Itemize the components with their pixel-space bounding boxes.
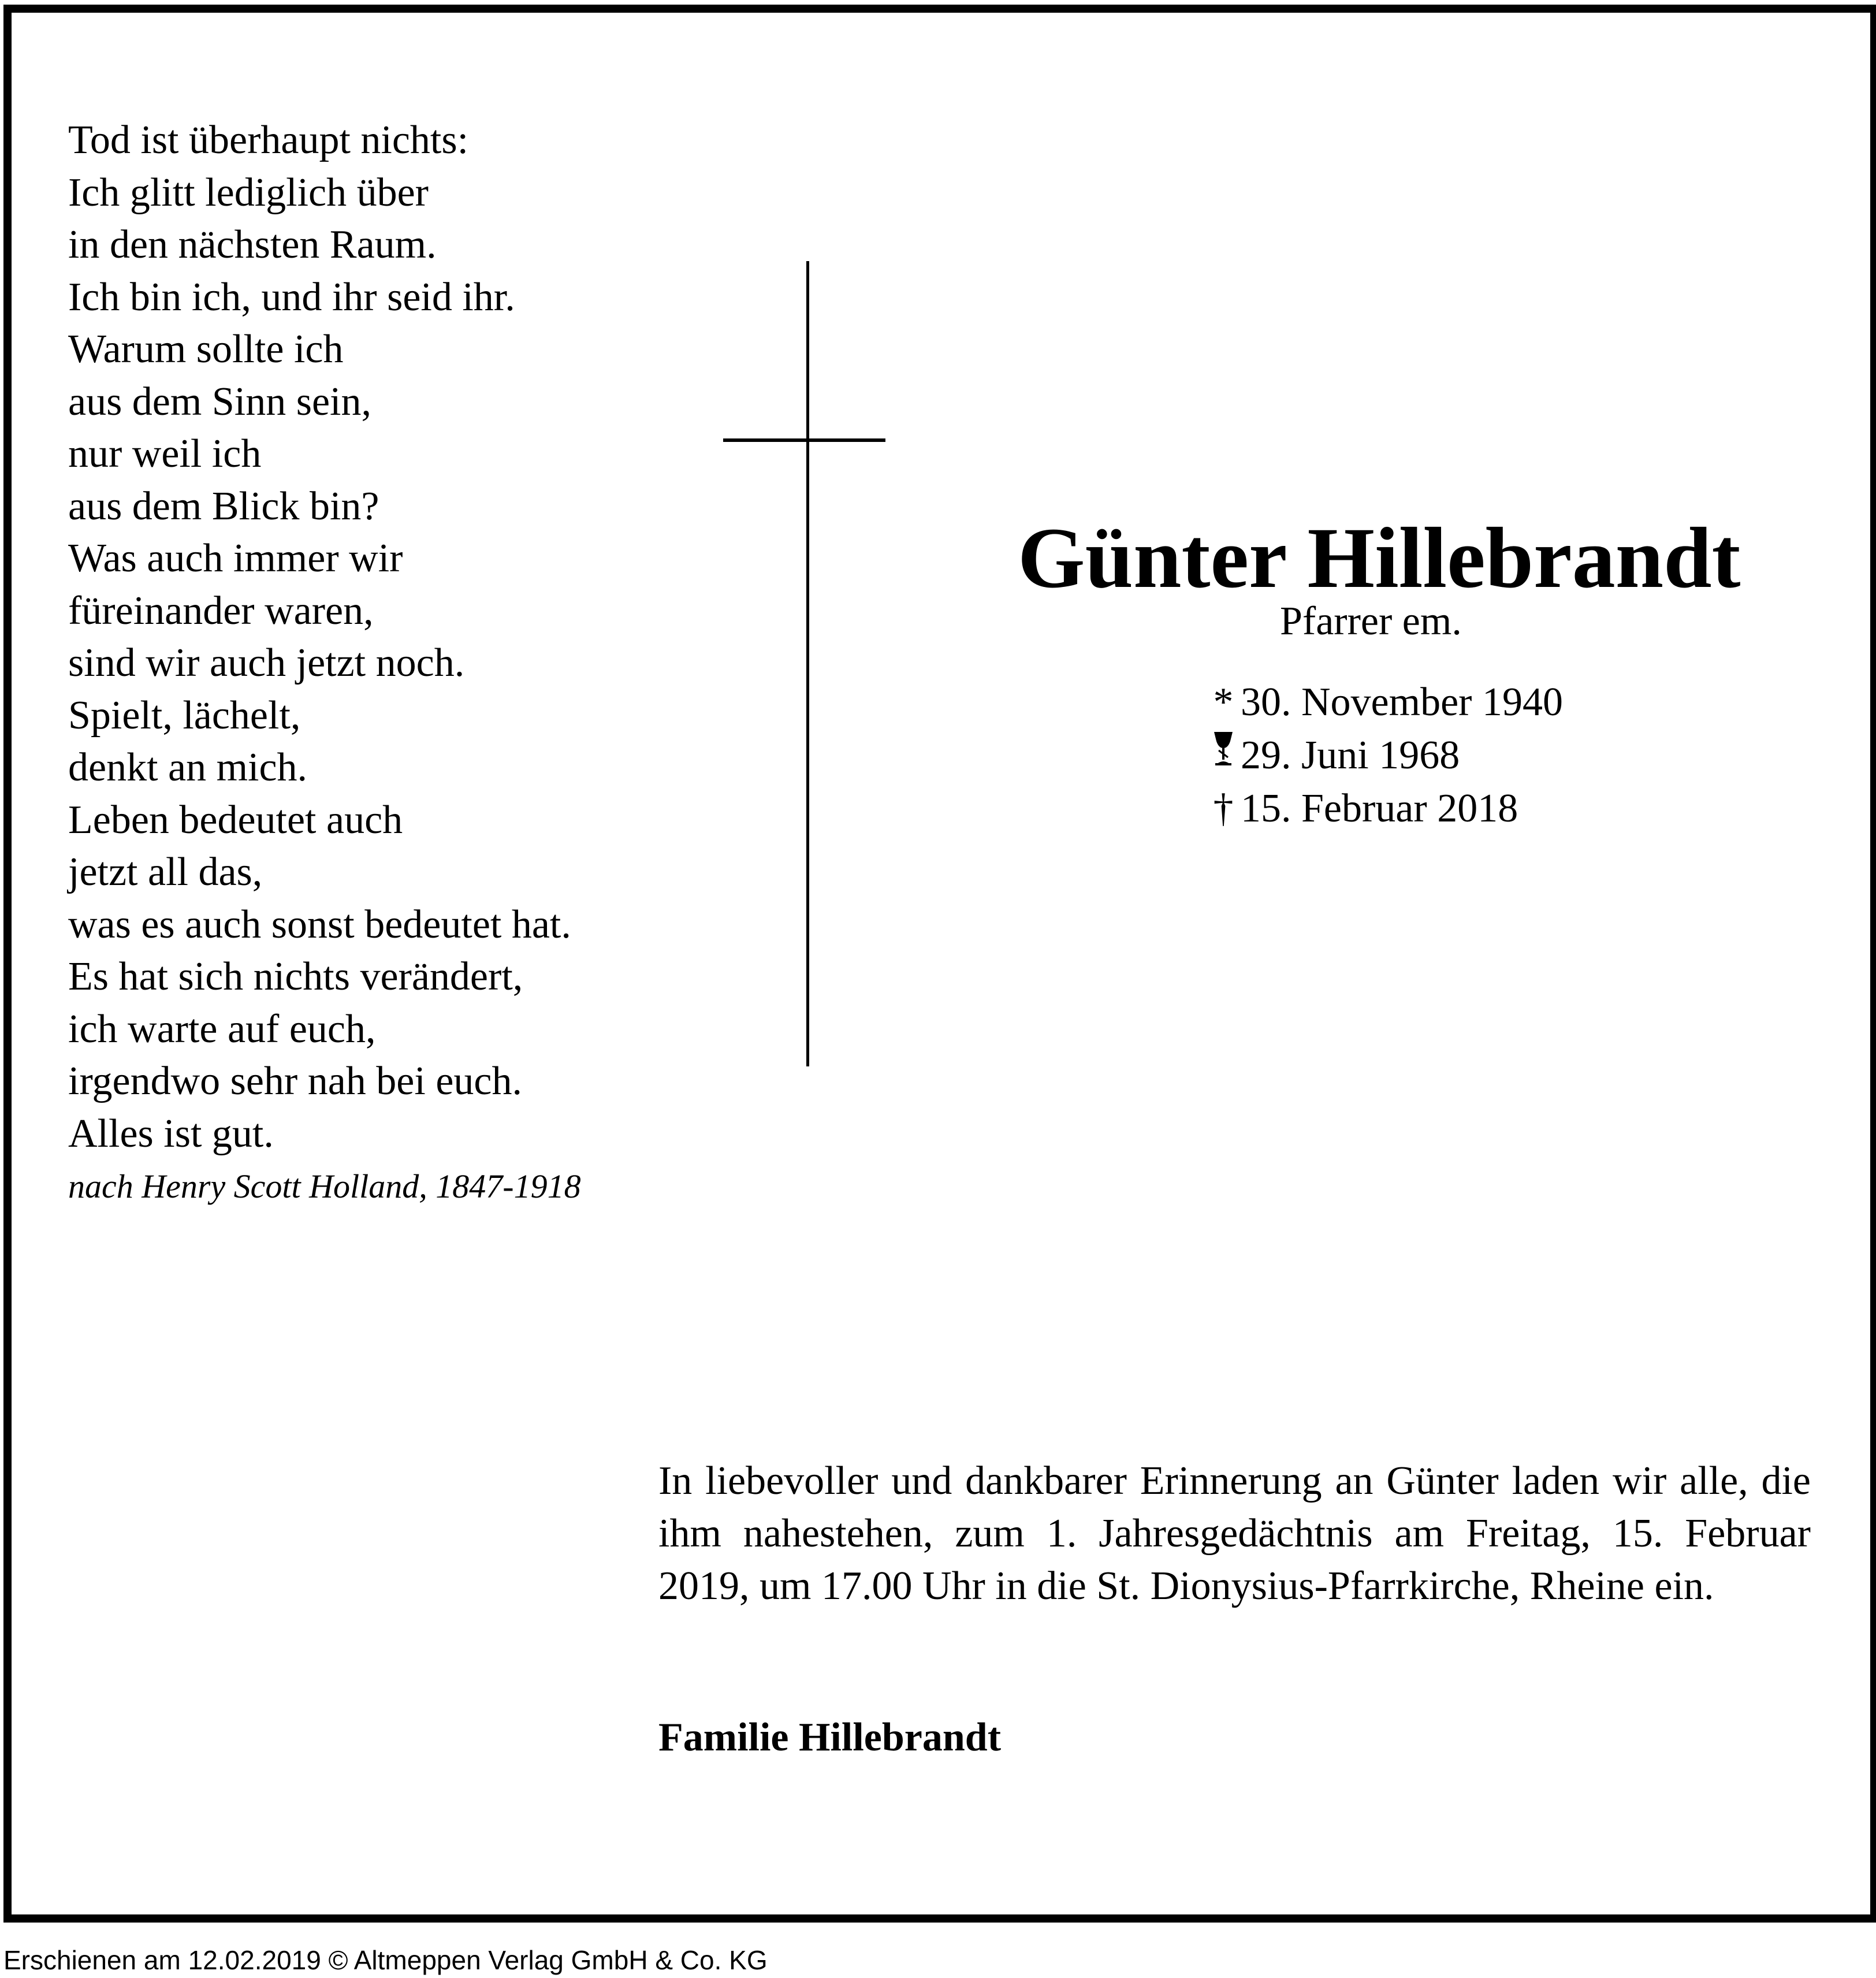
poem-line: Tod ist überhaupt nichts: <box>68 118 469 162</box>
ordination-date: 29. Juni 1968 <box>1241 733 1460 778</box>
poem-line: Ich glitt lediglich über <box>68 170 429 215</box>
poem-line: Warum sollte ich <box>68 327 344 371</box>
poem-line: aus dem Blick bin? <box>68 484 379 529</box>
poem-line: füreinander waren, <box>68 588 374 633</box>
cross-vertical-bar <box>806 261 809 1066</box>
death-date: 15. Februar 2018 <box>1241 786 1518 831</box>
poem-line: Leben bedeutet auch <box>68 797 403 842</box>
poem <box>68 114 571 1160</box>
poem-line: jetzt all das, <box>68 850 263 894</box>
poem-line: was es auch sonst bedeutet hat. <box>68 902 571 947</box>
poem-line: Spielt, lächelt, <box>68 693 301 738</box>
cross-horizontal-bar <box>723 438 885 442</box>
poem-attribution: nach Henry Scott Holland, 1847-1918 <box>68 1168 581 1205</box>
family-signature: Familie Hillebrandt <box>658 1715 1002 1760</box>
death-date-row <box>1206 782 1563 835</box>
poem-line: ich warte auf euch, <box>68 1006 376 1051</box>
poem-line: irgendwo sehr nah bei euch. <box>68 1059 522 1103</box>
poem-line: in den nächsten Raum. <box>68 222 437 267</box>
poem-line: aus dem Sinn sein, <box>68 379 371 424</box>
memorial-message: In liebevoller und dankbarer Erinnerung an Günter laden wir alle, die ihm nahestehen, zum 1. Jahresgedächtnis am Freitag, 15. Februar 2019, um 17.00 Uhr in die St. Dionysius-Pfarrkirche, Rheine ein. <box>658 1459 1811 1608</box>
publication-footer: Erschienen am 12.02.2019 © Altmeppen Verlag GmbH & Co. KG <box>3 1945 768 1975</box>
poem-line: Ich bin ich, und ihr seid ihr. <box>68 274 515 319</box>
poem-line: Es hat sich nichts verändert, <box>68 954 523 999</box>
poem-line: Was auch immer wir <box>68 536 403 581</box>
birth-date-row <box>1206 676 1563 728</box>
poem-line: Alles ist gut. <box>68 1111 274 1156</box>
deceased-title: Pfarrer em. <box>1280 599 1462 644</box>
death-symbol: † <box>1213 786 1234 831</box>
deceased-name: Günter Hillebrandt <box>1018 510 1741 606</box>
poem-line: sind wir auch jetzt noch. <box>68 641 465 685</box>
chalice-icon <box>1206 728 1241 782</box>
birth-date: 30. November 1940 <box>1241 680 1563 724</box>
ordination-date-row <box>1206 728 1563 782</box>
poem-line: denkt an mich. <box>68 745 308 790</box>
poem-line: nur weil ich <box>68 432 262 476</box>
life-dates <box>1206 676 1563 835</box>
birth-symbol: * <box>1213 680 1234 724</box>
